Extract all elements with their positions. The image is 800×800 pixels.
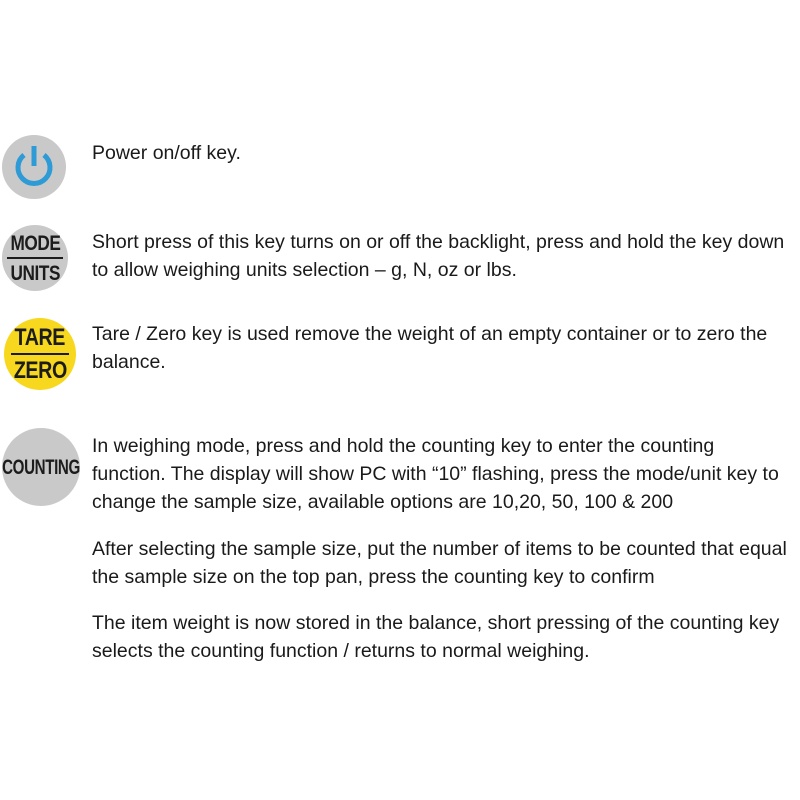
counting-key-description-3: The item weight is now stored in the balance, short pressing of the counting key selects the counting function / returns to normal weighing. xyxy=(92,612,780,662)
mode-units-key-description: Short press of this key turns on or off the backlight, press and hold the key down to allow weighing units selection – g, N, oz or lbs. xyxy=(92,231,785,281)
zero-label: ZERO xyxy=(13,356,67,384)
tare-zero-key-description: Tare / Zero key is used remove the weight of an empty container or to zero the balance. xyxy=(92,323,768,373)
mode-units-key xyxy=(2,225,68,291)
power-key-description: Power on/off key. xyxy=(92,142,241,164)
tare-zero-key xyxy=(4,318,76,390)
counting-key-description-1: In weighing mode, press and hold the counting key to enter the counting function. The display will show PC with “10” flashing, press the mode/unit key to change the sample size, available options are 10,20, 50, 100 & 200 xyxy=(92,435,779,513)
mode-units-divider xyxy=(7,257,63,259)
units-label: UNITS xyxy=(10,261,60,285)
tare-zero-divider xyxy=(11,353,69,355)
counting-key xyxy=(2,428,80,506)
counting-label: COUNTING xyxy=(2,455,80,479)
tare-label: TARE xyxy=(14,323,66,351)
mode-label: MODE xyxy=(9,231,61,255)
power-icon xyxy=(2,135,66,199)
counting-key-description-2: After selecting the sample size, put the number of items to be counted that equal the sample size on the top pan, press the counting key to confirm xyxy=(92,538,787,588)
power-key xyxy=(2,135,66,199)
